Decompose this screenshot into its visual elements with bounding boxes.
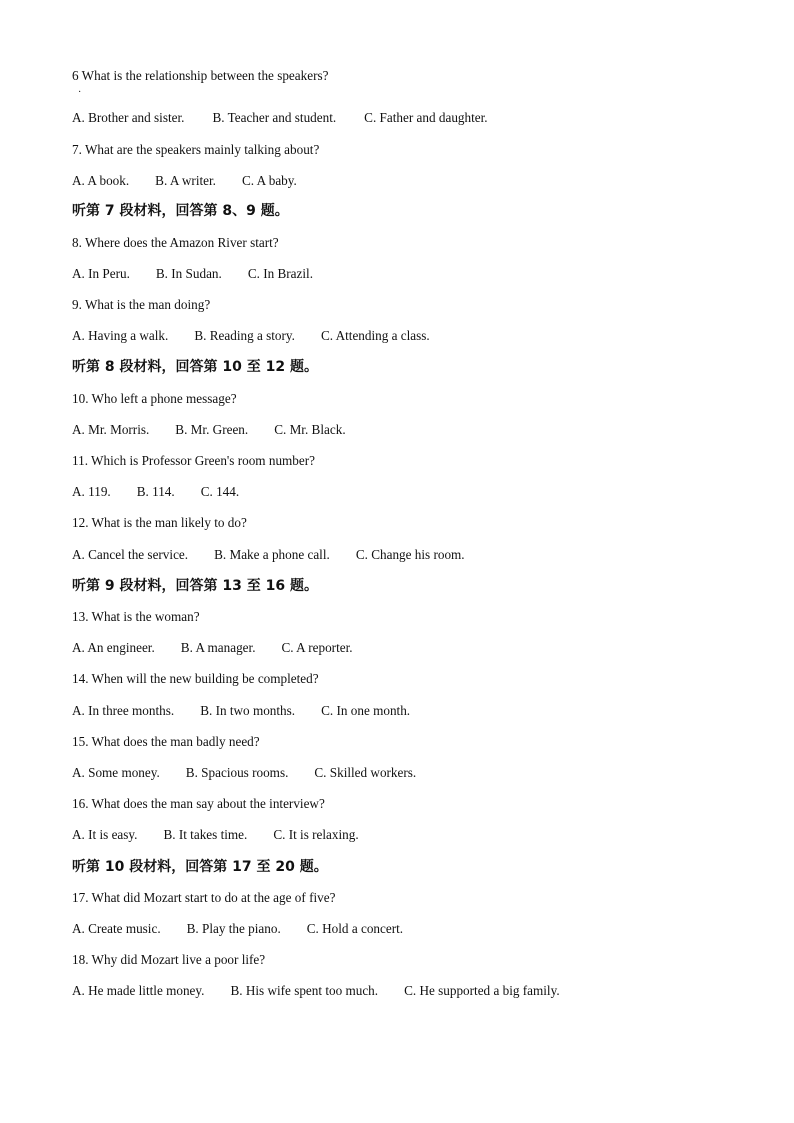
option-16a: A. It is easy. [72, 827, 138, 842]
option-14b: B. In two months. [200, 703, 296, 718]
option-17c: C. Hold a concert. [306, 921, 404, 936]
option-15c: C. Skilled workers. [314, 765, 417, 780]
option-10c: C. Mr. Black. [274, 422, 346, 437]
option-18c: C. He supported a big family. [404, 983, 560, 998]
option-12c: C. Change his room. [355, 547, 465, 562]
options-13 [72, 640, 353, 656]
option-10a: A. Mr. Morris. [72, 422, 150, 437]
question-12: 12. What is the man likely to do? [72, 515, 247, 530]
question-6: 6 What is the relationship between the speakers? [72, 68, 329, 83]
option-7c: C. A baby. [241, 173, 297, 188]
option-18b: B. His wife spent too much. [230, 983, 379, 998]
options-7 [72, 173, 297, 189]
options-17 [72, 921, 403, 937]
section-heading-10: 听第 10 段材料，回答第 17 至 20 题。 [72, 859, 328, 875]
option-15a: A. Some money. [72, 765, 160, 780]
question-9: 9. What is the man doing? [72, 297, 211, 312]
options-16 [72, 827, 359, 843]
question-14: 14. When will the new building be completed? [72, 671, 319, 686]
option-11b: B. 114. [136, 484, 175, 499]
option-9b: B. Reading a story. [194, 328, 295, 343]
question-17: 17. What did Mozart start to do at the age of five? [72, 890, 336, 905]
section-heading-9: 听第 9 段材料，回答第 13 至 16 题。 [72, 578, 318, 594]
question-13: 13. What is the woman? [72, 609, 200, 624]
option-6b: B. Teacher and student. [212, 110, 337, 125]
stray-mark: · [78, 87, 82, 98]
section-heading-8: 听第 8 段材料，回答第 10 至 12 题。 [72, 359, 318, 375]
options-10 [72, 422, 346, 438]
option-13a: A. An engineer. [72, 640, 155, 655]
options-11 [72, 484, 239, 500]
options-12 [72, 547, 465, 563]
question-8: 8. Where does the Amazon River start? [72, 235, 279, 250]
options-9 [72, 328, 430, 344]
option-12a: A. Cancel the service. [72, 547, 189, 562]
option-6c: C. Father and daughter. [364, 110, 488, 125]
section-heading-7: 听第 7 段材料，回答第 8、9 题。 [72, 203, 289, 219]
option-10b: B. Mr. Green. [175, 422, 249, 437]
option-9c: C. Attending a class. [320, 328, 430, 343]
option-8b: B. In Sudan. [155, 266, 222, 281]
option-6a: A. Brother and sister. [72, 110, 185, 125]
question-11: 11. Which is Professor Green's room number? [72, 453, 315, 468]
options-15 [72, 765, 416, 781]
option-11a: A. 119. [72, 484, 111, 499]
option-16c: C. It is relaxing. [273, 827, 359, 842]
options-18 [72, 983, 560, 999]
options-14 [72, 703, 410, 719]
option-13c: C. A reporter. [281, 640, 353, 655]
option-8a: A. In Peru. [72, 266, 130, 281]
option-7a: A. A book. [72, 173, 130, 188]
option-8c: C. In Brazil. [247, 266, 314, 281]
options-6 [72, 110, 488, 126]
option-9a: A. Having a walk. [72, 328, 169, 343]
option-14a: A. In three months. [72, 703, 175, 718]
option-17b: B. Play the piano. [186, 921, 281, 936]
option-17a: A. Create music. [72, 921, 161, 936]
question-15: 15. What does the man badly need? [72, 734, 260, 749]
option-15b: B. Spacious rooms. [185, 765, 289, 780]
option-14c: C. In one month. [321, 703, 411, 718]
option-18a: A. He made little money. [72, 983, 205, 998]
option-13b: B. A manager. [180, 640, 256, 655]
question-10: 10. Who left a phone message? [72, 391, 237, 406]
option-16b: B. It takes time. [163, 827, 248, 842]
question-7: 7. What are the speakers mainly talking about? [72, 142, 320, 157]
option-11c: C. 144. [200, 484, 240, 499]
option-7b: B. A writer. [155, 173, 216, 188]
question-16: 16. What does the man say about the interview? [72, 796, 325, 811]
options-8 [72, 266, 313, 282]
question-18: 18. Why did Mozart live a poor life? [72, 952, 266, 967]
option-12b: B. Make a phone call. [214, 547, 330, 562]
